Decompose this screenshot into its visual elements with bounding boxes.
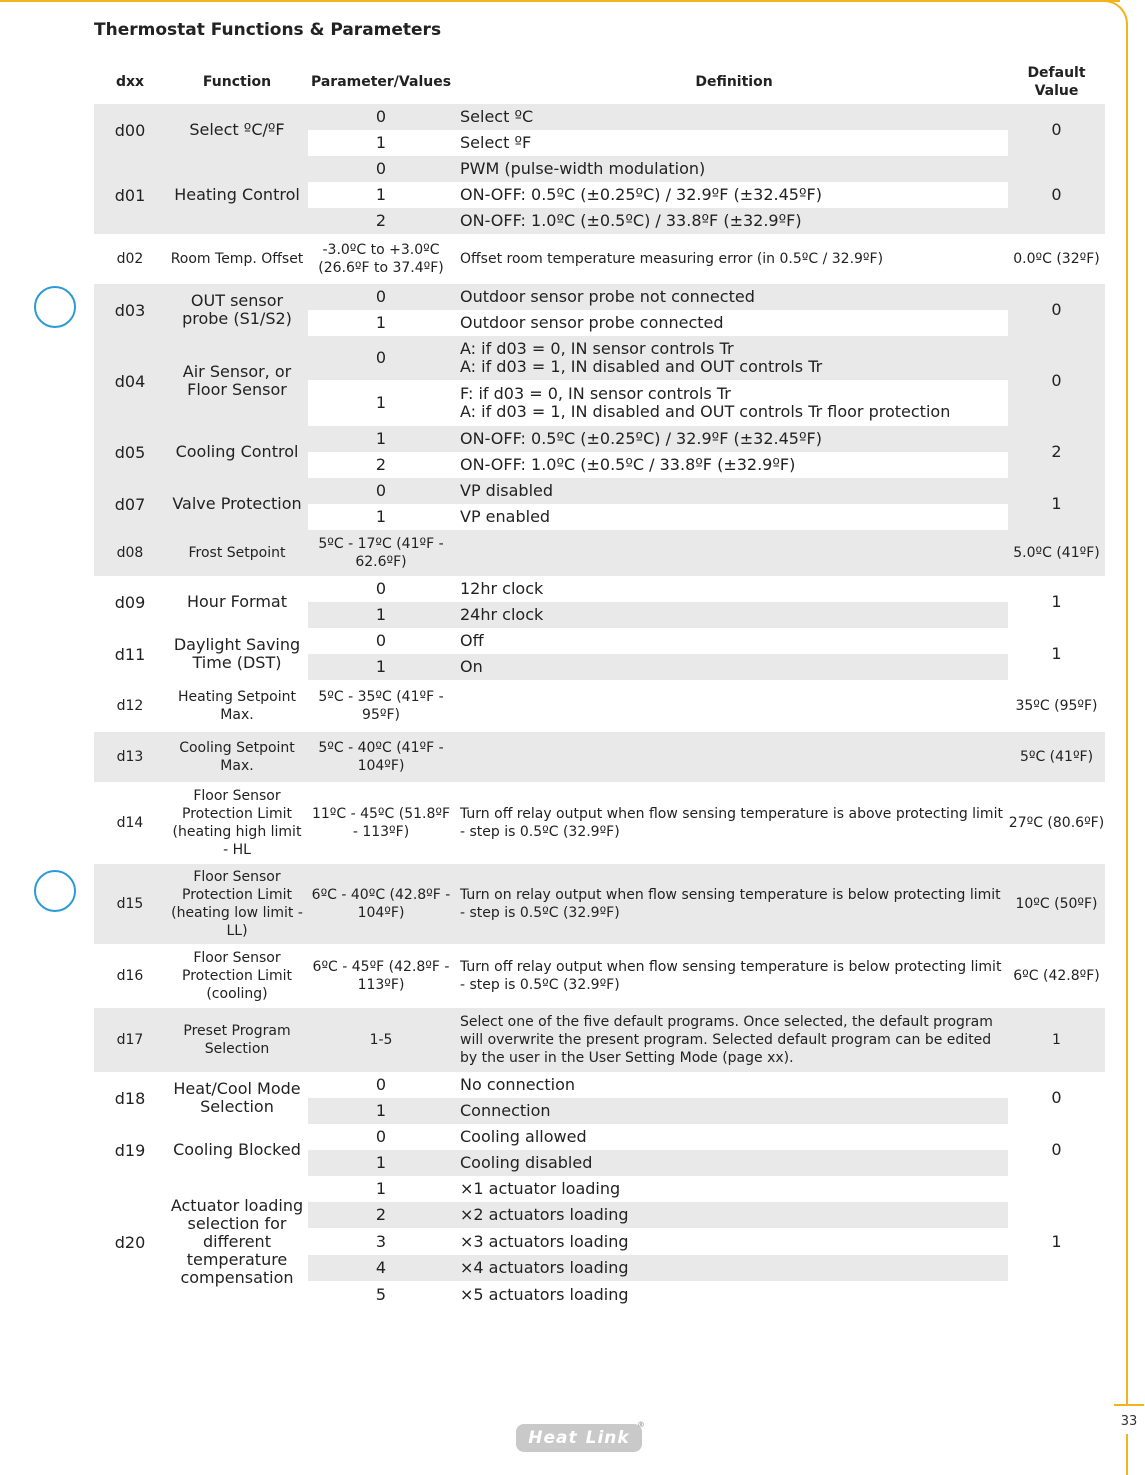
option-definition: ON-OFF: 0.5ºC (±0.25ºC) / 32.9ºF (±32.45ºF) [460, 185, 822, 204]
table-row [94, 1072, 1105, 1124]
table-row [94, 1124, 1105, 1176]
option-value: 5 [375, 1284, 387, 1304]
option-definition: No connection [460, 1075, 575, 1094]
row-default: 1 [1051, 1232, 1062, 1251]
row-function: Heat/Cool Mode Selection [173, 1079, 301, 1116]
row-function: Room Temp. Offset [170, 251, 304, 267]
option-value: 2 [375, 1205, 387, 1224]
row-default: 0 [1051, 185, 1062, 204]
option-value: 1 [375, 507, 387, 526]
table-row [94, 944, 1105, 1008]
row-function: Hour Format [186, 592, 287, 611]
header-definition: Definition [695, 74, 773, 90]
row-default: 2 [1051, 442, 1062, 461]
row-default: 0 [1051, 300, 1062, 319]
page-frame-right-lower [1126, 1434, 1128, 1475]
page-frame-corner [1100, 0, 1128, 28]
row-function: Cooling Setpoint Max. [179, 740, 295, 774]
row-definition: Turn off relay output when flow sensing temperature is below protecting limit - step is 0.5ºC (32.9ºF) [460, 959, 1002, 993]
row-parameter: 5ºC - 17ºC (41ºF - 62.6ºF) [318, 536, 444, 570]
option-definition: Off [460, 631, 484, 650]
row-default: 0.0ºC (32ºF) [1013, 251, 1100, 267]
row-default: 27ºC (80.6ºF) [1008, 815, 1105, 831]
option-definition [454, 336, 1008, 380]
parameter-table [94, 60, 1105, 1308]
table-row [94, 864, 1105, 944]
row-default: 1 [1052, 1032, 1061, 1048]
row-parameter: 11ºC - 45ºC (51.8ºF - 113ºF) [311, 806, 451, 840]
table-row [94, 234, 1105, 284]
row-code: d07 [114, 494, 146, 514]
row-parameter: -3.0ºC to +3.0ºC (26.6ºF to 37.4ºF) [318, 242, 444, 276]
header-default: Default Value [1027, 65, 1086, 99]
table-row [94, 1008, 1105, 1072]
row-function: Heating Control [174, 185, 300, 204]
option-value: 1 [375, 1153, 387, 1172]
row-code: d19 [114, 1140, 146, 1160]
option-definition: Select ºF [460, 133, 532, 152]
table-block [94, 284, 1105, 576]
option-value: 0 [375, 348, 387, 367]
definition-line: A: if d03 = 1, IN disabled and OUT controls Tr [460, 357, 823, 376]
row-function: Frost Setpoint [188, 545, 286, 561]
table-row [94, 284, 1105, 336]
row-definition [454, 732, 1008, 782]
option-value: 2 [375, 211, 387, 230]
row-code: d00 [114, 120, 146, 140]
option-value: 0 [375, 159, 387, 178]
row-code: d03 [114, 300, 146, 320]
row-default: 5.0ºC (41ºF) [1013, 545, 1100, 561]
header-function: Function [202, 74, 272, 90]
option-value: 3 [375, 1231, 387, 1251]
row-function: Cooling Control [175, 442, 299, 461]
definition-line: A: if d03 = 1, IN disabled and OUT controls Tr floor protection [460, 402, 951, 421]
option-value: 0 [375, 1075, 387, 1094]
logo-word: Link [585, 1428, 630, 1448]
row-code: d13 [116, 749, 144, 765]
option-value: 1 [375, 1101, 387, 1120]
option-definition: ON-OFF: 0.5ºC (±0.25ºC) / 32.9ºF (±32.45ºF) [460, 429, 822, 448]
header-parameter: Parameter/Values [310, 74, 452, 90]
row-function: Daylight Saving Time (DST) [173, 635, 301, 672]
table-row [94, 104, 1105, 156]
logo-word: Heat [528, 1428, 578, 1448]
table-row [94, 530, 1105, 576]
option-value: 0 [375, 481, 387, 500]
binder-hole-icon [34, 870, 76, 912]
option-definition: ON-OFF: 1.0ºC (±0.5ºC) / 33.8ºF (±32.9ºF) [460, 211, 802, 230]
table-block [94, 104, 1105, 234]
option-definition: Outdoor sensor probe connected [460, 313, 724, 332]
option-value: 4 [375, 1258, 387, 1277]
row-code: d20 [114, 1232, 146, 1252]
row-code: d08 [116, 545, 144, 561]
table-row [94, 156, 1105, 234]
row-function: Heating Setpoint Max. [177, 689, 296, 723]
row-definition [454, 680, 1008, 732]
row-parameter: 6ºC - 40ºC (42.8ºF - 104ºF) [311, 887, 451, 921]
definition-line: A: if d03 = 0, IN sensor controls Tr [460, 339, 734, 358]
row-default: 5ºC (41ºF) [1019, 749, 1094, 765]
option-value: 0 [375, 107, 387, 126]
row-definition [454, 530, 1008, 576]
row-code: d04 [114, 371, 146, 391]
row-code: d05 [114, 442, 146, 462]
table-row [94, 1176, 1105, 1308]
page-frame-right [1126, 26, 1128, 1406]
row-function: Floor Sensor Protection Limit (cooling) [182, 950, 292, 1002]
table-row [94, 680, 1105, 732]
row-definition: Turn off relay output when flow sensing temperature is above protecting limit - step is 0.5ºC (32.9ºF) [460, 806, 1003, 840]
row-parameter: 1-5 [369, 1032, 393, 1048]
row-code: d09 [114, 592, 146, 612]
table-block [94, 1072, 1105, 1308]
row-definition: Select one of the five default programs. Once selected, the default program will overwrite the present program. Selected default program can be edited by the user in the User Setting Mode (page xx). [460, 1014, 993, 1066]
row-default: 6ºC (42.8ºF) [1013, 968, 1100, 984]
row-parameter: 5ºC - 35ºC (41ºF - 95ºF) [318, 689, 444, 723]
option-value: 1 [375, 313, 387, 332]
table-block [94, 576, 1105, 732]
option-value: 0 [375, 1127, 387, 1146]
row-function: OUT sensor probe (S1/S2) [182, 291, 292, 328]
row-default: 1 [1051, 644, 1062, 663]
page-number: 33 [1120, 1413, 1138, 1429]
option-definition: Cooling allowed [460, 1127, 587, 1146]
option-value: 1 [375, 185, 387, 204]
row-code: d18 [114, 1088, 146, 1108]
option-value: 0 [375, 631, 387, 650]
registered-mark: ® [637, 1420, 646, 1429]
row-function: Floor Sensor Protection Limit (heating high limit - HL [172, 788, 302, 858]
row-default: 10ºC (50ºF) [1015, 896, 1098, 912]
binder-hole-icon [34, 286, 76, 328]
option-definition: ×4 actuators loading [460, 1258, 629, 1277]
table-row [94, 426, 1105, 478]
row-code: d15 [116, 896, 144, 912]
row-default: 1 [1051, 592, 1062, 611]
option-definition: ×5 actuators loading [460, 1284, 629, 1304]
option-definition: Outdoor sensor probe not connected [460, 287, 755, 306]
row-code: d02 [116, 251, 144, 267]
row-default: 35ºC (95ºF) [1015, 698, 1098, 714]
table-row [94, 732, 1105, 782]
row-default: 1 [1051, 494, 1062, 513]
row-definition: Turn on relay output when flow sensing temperature is below protecting limit - step is 0.5ºC (32.9ºF) [460, 887, 1001, 921]
table-row [94, 576, 1105, 628]
row-function: Preset Program Selection [183, 1023, 291, 1057]
page-title: Thermostat Functions & Parameters [94, 20, 442, 40]
option-definition: 24hr clock [460, 605, 544, 624]
row-default: 0 [1051, 1140, 1062, 1159]
option-definition: PWM (pulse-width modulation) [460, 159, 706, 178]
option-definition [454, 380, 1008, 426]
page-number-tick [1114, 1404, 1144, 1406]
table-row [94, 478, 1105, 530]
row-code: d01 [114, 185, 146, 205]
option-definition: Select ºC [460, 107, 534, 126]
heatlink-logo [516, 1420, 646, 1452]
row-function: Air Sensor, or Floor Sensor [182, 362, 292, 399]
table-row [94, 336, 1105, 426]
option-definition: VP disabled [460, 481, 554, 500]
row-parameter: 6ºC - 45ºF (42.8ºF - 113ºF) [312, 959, 450, 993]
page-frame-top [0, 0, 1120, 2]
row-function: Actuator loading selection for different temperature compensation [170, 1196, 304, 1287]
table-row [94, 782, 1105, 864]
table-row [94, 628, 1105, 680]
option-definition: On [460, 657, 483, 676]
option-value: 0 [375, 287, 387, 306]
row-code: d16 [116, 968, 144, 984]
option-definition: VP enabled [460, 507, 551, 526]
row-parameter: 5ºC - 40ºC (41ºF - 104ºF) [318, 740, 444, 774]
header-dxx: dxx [115, 74, 145, 90]
row-code: d14 [116, 815, 144, 831]
option-value: 1 [375, 1179, 387, 1198]
option-definition: 12hr clock [460, 579, 544, 598]
option-definition: ×3 actuators loading [460, 1231, 629, 1251]
row-function: Cooling Blocked [173, 1140, 301, 1159]
row-function: Floor Sensor Protection Limit (heating low limit - LL) [171, 869, 303, 939]
table-header [94, 60, 1105, 104]
option-value: 1 [375, 429, 387, 448]
row-default: 0 [1051, 1088, 1062, 1107]
row-code: d12 [116, 698, 144, 714]
option-value: 1 [375, 605, 387, 624]
option-definition: Cooling disabled [460, 1153, 593, 1172]
row-default: 0 [1051, 120, 1062, 139]
definition-line: F: if d03 = 0, IN sensor controls Tr [460, 384, 731, 403]
row-function: Select ºC/ºF [189, 120, 285, 139]
option-value: 2 [375, 455, 387, 474]
option-definition: ×2 actuators loading [460, 1205, 629, 1224]
option-value: 1 [375, 393, 387, 412]
row-code: d11 [114, 644, 146, 664]
option-definition: ×1 actuator loading [460, 1179, 621, 1198]
option-value: 1 [375, 133, 387, 152]
option-value: 0 [375, 579, 387, 598]
row-function: Valve Protection [172, 494, 302, 513]
row-default: 0 [1051, 371, 1062, 390]
row-definition: Offset room temperature measuring error (in 0.5ºC / 32.9ºF) [460, 251, 884, 267]
option-value: 1 [375, 657, 387, 676]
option-definition: Connection [460, 1101, 551, 1120]
option-definition: ON-OFF: 1.0ºC (±0.5ºC / 33.8ºF (±32.9ºF) [460, 455, 796, 474]
row-code: d17 [116, 1032, 144, 1048]
